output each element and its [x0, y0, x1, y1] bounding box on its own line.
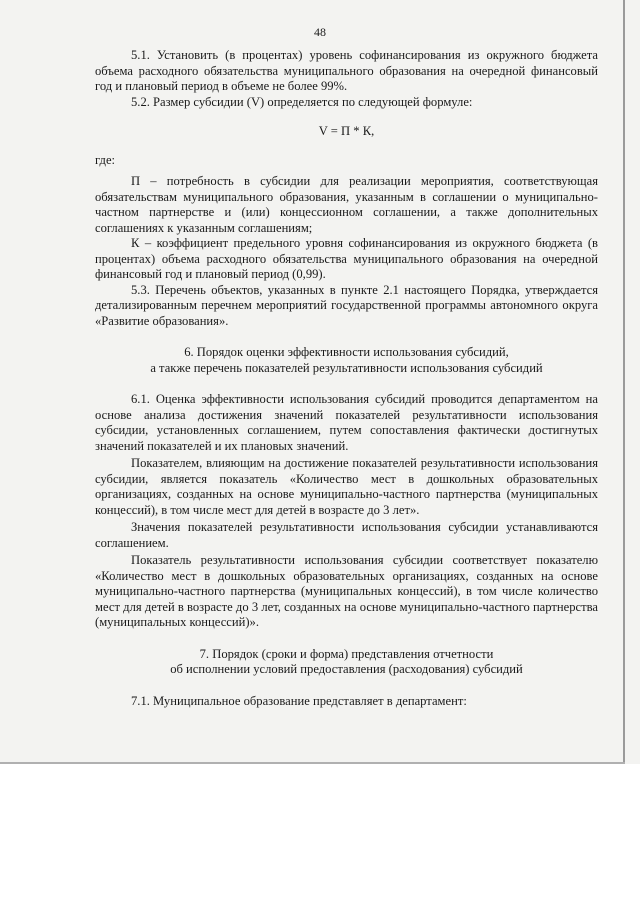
- definition-k: К – коэффициент предельного уровня софинансирования из окружного бюджета (в процентах) объема расходного обязательства муниципального образования на очередной финансовый год и плановый период (0,99).: [95, 236, 598, 281]
- paragraph-5-2: 5.2. Размер субсидии (V) определяется по следующей формуле:: [131, 94, 473, 109]
- section-7-heading-line-2: об исполнении условий предоставления (расходования) субсидий: [170, 662, 523, 676]
- formula: V = П * К,: [318, 124, 375, 138]
- paragraph-6-corresponds: Показатель результативности использования субсидии соответствует показателю «Количество мест в дошкольных образовательных организациях, созданных на основе муниципально-частного партнерства (муниципальных концессий), в том числе количество мест для детей в возрасте до 3 лет, созданных на основе муниципально-частного партнерства (муниципальных концессий)».: [95, 553, 598, 629]
- definition-p: П – потребность в субсидии для реализации мероприятия, соответствующая обязательствам муниципального образования, указанным в соглашении о муниципально-частном партнерстве и (или) концессионном соглашении, а также дополнительных соглашениях к указанным соглашениям;: [95, 174, 598, 235]
- scan-edge-bottom: [0, 762, 625, 764]
- scan-edge-right: [623, 0, 625, 764]
- paragraph-6-indicator: Показателем, влияющим на достижение показателей результативности использования субсидии, является показатель «Количество мест в дошкольных образовательных организациях, созданных на основе муниципально-частного партнерства (муниципальных концессий), в том числе мест для детей в возрасте до 3 лет».: [95, 456, 598, 517]
- section-6-heading-line-2: а также перечень показателей результативности использования субсидий: [150, 360, 543, 375]
- section-7-heading-line-1: 7. Порядок (сроки и форма) представления отчетности: [199, 646, 494, 661]
- paragraph-7-1: 7.1. Муниципальное образование представляет в департамент:: [131, 693, 467, 708]
- paragraph-5-1: 5.1. Установить (в процентах) уровень софинансирования из окружного бюджета объема расходного обязательства муниципального образования на очередной финансовый год и плановый период в объеме не более 99%.: [95, 48, 598, 93]
- paragraph-6-1: 6.1. Оценка эффективности использования субсидий проводится департаментом на основе анализа достижения значений показателей результативности использования субсидии, установленных соглашением, путем сопоставления фактически достигнутых значений показателей и их плановых значений.: [95, 392, 598, 453]
- section-7-heading: [95, 647, 598, 678]
- paragraph-6-values: Значения показателей результативности использования субсидии устанавливаются соглашением.: [95, 520, 598, 550]
- section-6-heading-line-1: 6. Порядок оценки эффективности использования субсидий,: [184, 345, 509, 359]
- section-6-heading: [95, 345, 598, 376]
- where-label: где:: [95, 152, 116, 167]
- page-number: 48: [314, 25, 326, 39]
- paragraph-5-3: 5.3. Перечень объектов, указанных в пункте 2.1 настоящего Порядка, утверждается детализированным перечнем мероприятий государственной программы автономного округа «Развитие образования».: [95, 282, 598, 328]
- document-body: [95, 48, 598, 709]
